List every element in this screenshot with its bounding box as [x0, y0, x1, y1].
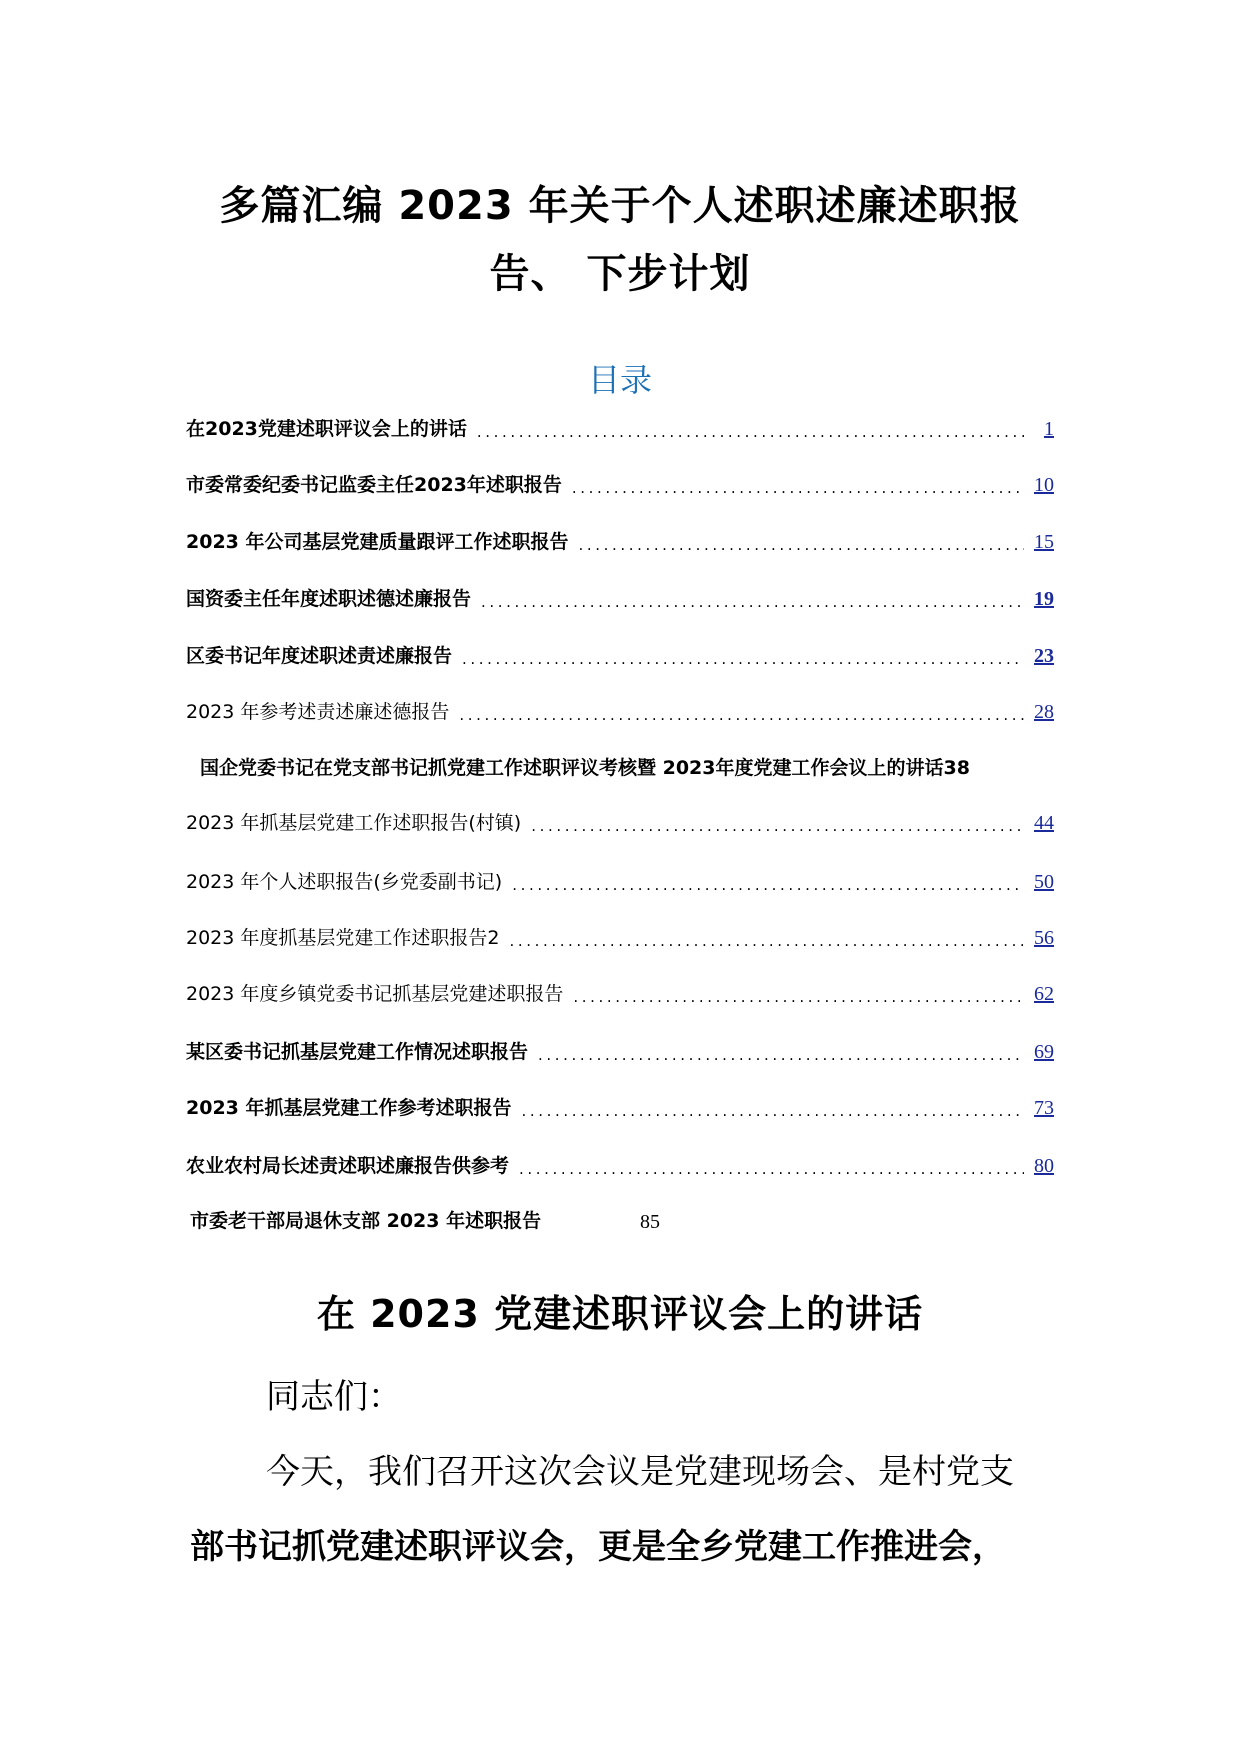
toc-entry-page[interactable]: 19 — [1034, 588, 1054, 610]
document-title-line-1: 多篇汇编 2023 年关于个人述职述廉述职报 — [219, 183, 1021, 229]
toc-entry-last-page[interactable]: 85 — [640, 1211, 660, 1233]
toc-entry[interactable] — [186, 1093, 1054, 1123]
toc-entry-title: 2023 年公司基层党建质量跟评工作述职报告 — [186, 531, 569, 553]
toc-entry[interactable] — [186, 1151, 1054, 1181]
toc-entry[interactable] — [186, 808, 1054, 838]
toc-entry-page[interactable]: 15 — [1034, 531, 1054, 553]
toc-entry-title: 区委书记年度述职述责述廉报告 — [186, 645, 453, 667]
speech-line-2: 部书记抓党建述职评议会，更是全乡党建工作推进会， — [190, 1527, 1006, 1567]
toc-entry-page[interactable]: 50 — [1034, 871, 1054, 893]
toc-leader-dots — [481, 590, 1024, 614]
toc-entry-page[interactable]: 44 — [1034, 812, 1054, 834]
toc-entry-title: 2023 年抓基层党建工作述职报告(村镇) — [186, 812, 522, 834]
toc-entry[interactable] — [186, 867, 1054, 897]
toc-entry[interactable] — [186, 979, 1054, 1009]
toc-entry-last-title[interactable]: 市委老干部局退休支部 2023 年述职报告 — [190, 1210, 542, 1232]
toc-leader-dots — [579, 533, 1025, 557]
toc-entry-page[interactable]: 80 — [1034, 1155, 1054, 1177]
toc-entry-page[interactable]: 56 — [1034, 927, 1054, 949]
toc-entry-page[interactable]: 10 — [1034, 474, 1054, 496]
toc-entry-title: 2023 年抓基层党建工作参考述职报告 — [186, 1097, 512, 1119]
toc-entry[interactable] — [186, 697, 1054, 727]
toc-entry-title: 国资委主任年度述职述德述廉报告 — [186, 588, 472, 610]
toc-leader-dots — [477, 420, 1024, 444]
toc-entry-page[interactable]: 62 — [1034, 983, 1054, 1005]
toc-entry-page[interactable]: 73 — [1034, 1097, 1054, 1119]
section-title: 在 2023 党建述职评议会上的讲话 — [316, 1292, 924, 1336]
document-title-line-2: 告、 下步计划 — [489, 251, 751, 297]
toc-entry[interactable] — [186, 1037, 1054, 1067]
toc-entry-title: 市委常委纪委书记监委主任2023年述职报告 — [186, 474, 562, 496]
toc-entry[interactable] — [186, 641, 1054, 671]
toc-leader-dots — [462, 647, 1024, 671]
toc-entry-title: 2023 年度抓基层党建工作述职报告2 — [186, 927, 500, 949]
toc-entry-page[interactable]: 28 — [1034, 701, 1054, 723]
toc-leader-dots — [522, 1099, 1025, 1123]
toc-entry-title: 2023 年个人述职报告(乡党委副书记) — [186, 871, 503, 893]
toc-entry-page[interactable]: 23 — [1034, 645, 1054, 667]
toc-entry-title: 某区委书记抓基层党建工作情况述职报告 — [186, 1041, 529, 1063]
toc-entry[interactable] — [186, 584, 1054, 614]
toc-leader-dots — [573, 985, 1024, 1009]
toc-entry[interactable] — [186, 923, 1054, 953]
toc-entry-page[interactable]: 1 — [1044, 418, 1054, 440]
toc-entry-special[interactable]: 国企党委书记在党支部书记抓党建工作述职评议考核暨 2023年度党建工作会议上的讲话38 — [200, 757, 970, 779]
toc-leader-dots — [531, 814, 1024, 838]
toc-heading: 目录 — [587, 361, 652, 399]
speech-greeting: 同志们： — [266, 1377, 402, 1417]
toc-entry[interactable] — [186, 414, 1054, 444]
toc-leader-dots — [512, 873, 1024, 897]
toc-entry-title: 2023 年度乡镇党委书记抓基层党建述职报告 — [186, 983, 564, 1005]
toc-entry[interactable] — [186, 527, 1054, 557]
toc-leader-dots — [572, 476, 1024, 500]
toc-leader-dots — [519, 1157, 1024, 1181]
toc-leader-dots — [459, 703, 1024, 727]
toc-leader-dots — [538, 1043, 1024, 1067]
toc-entry-title: 农业农村局长述责述职述廉报告供参考 — [186, 1155, 510, 1177]
speech-line-1: 今天，我们召开这次会议是党建现场会、是村党支 — [266, 1452, 1014, 1492]
toc-entry[interactable] — [186, 470, 1054, 500]
toc-entry-title: 在2023党建述职评议会上的讲话 — [186, 418, 467, 440]
toc-entry-page[interactable]: 69 — [1034, 1041, 1054, 1063]
toc-leader-dots — [509, 929, 1024, 953]
toc-entry-title: 2023 年参考述责述廉述德报告 — [186, 701, 450, 723]
